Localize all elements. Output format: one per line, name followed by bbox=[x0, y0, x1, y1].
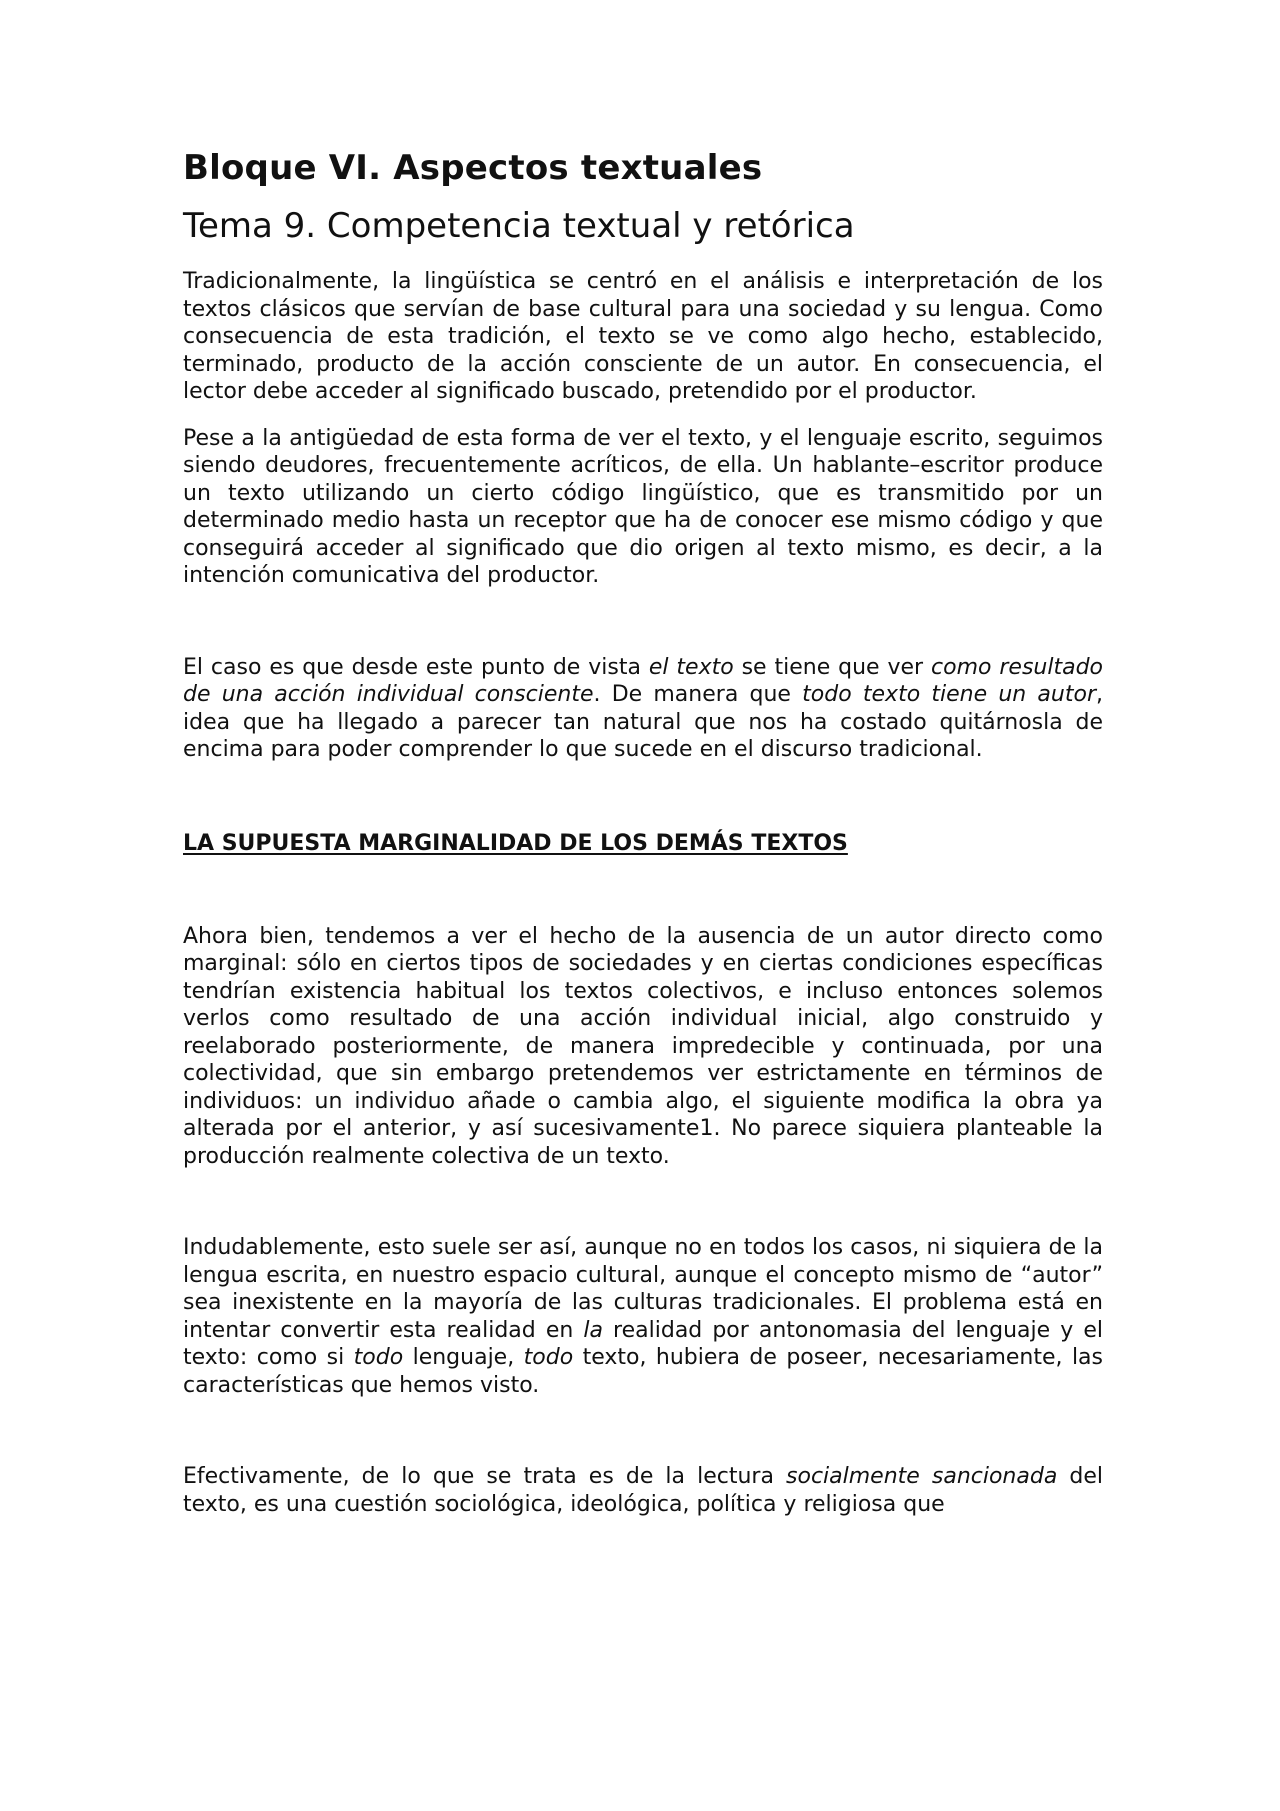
paragraph-5-text-1: Indudablemente, esto suele ser así, aunque no en todos los casos, ni siquiera de la lengua escrita, en nuestro espacio cultural, aunque el concepto mismo de “autor” sea inexistente en la mayoría de las culturas tradicionales. El problema está en intentar convertir esta realidad en bbox=[183, 1235, 1103, 1343]
paragraph-6-text-2: del texto, es una cuestión sociológica, ideológica, política y religiosa que bbox=[183, 1464, 1103, 1517]
paragraph-5-text-4: texto, hubiera de poseer, necesariamente, las características que hemos visto. bbox=[183, 1345, 1104, 1398]
block-title: Bloque VI. Aspectos textuales bbox=[183, 148, 763, 188]
paragraph-3-italic-1: el texto bbox=[648, 654, 734, 680]
paragraph-5 bbox=[183, 1234, 1103, 1399]
paragraph-6-italic-1: socialmente sancionada bbox=[786, 1464, 1058, 1489]
paragraph-1: Tradicionalmente, la lingüística se centró en el análisis e interpretación de los textos clásicos que servían de base cultural para una sociedad y su lengua. Como consecuencia de esta tradición, el texto se ve como algo hecho, establecido, terminado, producto de la acción consciente de un autor. En consecuencia, el lector debe acceder al significado buscado, pretendido por el productor. bbox=[183, 269, 1103, 404]
paragraph-2: Pese a la antigüedad de esta forma de ver el texto, y el lenguaje escrito, seguimos siendo deudores, frecuentemente acríticos, de ella. Un hablante–escritor produce un texto utilizando un cierto código lingüístico, que es transmitido por un determinado medio hasta un receptor que ha de conocer ese mismo código y que conseguirá acceder al significado que dio origen al texto mismo, es decir, a la intención comunicativa del productor. bbox=[183, 425, 1103, 588]
paragraph-5-italic-3: todo bbox=[523, 1345, 574, 1370]
paragraph-3-text-2: se tiene que ver bbox=[733, 654, 932, 680]
paragraph-3-text-4: , idea que ha llegado a parecer tan natural que nos ha costado quitárnosla de encima para poder comprender lo que sucede en el discurso tradicional. bbox=[183, 682, 1103, 762]
paragraph-6 bbox=[183, 1463, 1103, 1518]
paragraph-5-italic-2: todo bbox=[353, 1345, 404, 1370]
paragraph-3 bbox=[183, 654, 1103, 764]
paragraph-4: Ahora bien, tendemos a ver el hecho de la ausencia de un autor directo como marginal: sólo en ciertos tipos de sociedades y en ciertas condiciones específicas tendrían existencia habitual los textos colectivos, e incluso entonces solemos verlos como resultado de una acción individual inicial, algo construido y reelaborado posteriormente, de manera impredecible y continuada, por una colectividad, que sin embargo pretendemos ver estrictamente en términos de individuos: un individuo añade o cambia algo, el siguiente modifica la obra ya alterada por el anterior, y así sucesivamente1. No parece siquiera planteable la producción realmente colectiva de un texto. bbox=[183, 923, 1103, 1169]
paragraph-5-text-2: realidad por antonomasia del lenguaje y el texto: como si bbox=[183, 1317, 1103, 1370]
paragraph-6-text-1: Efectivamente, de lo que se trata es de la lectura bbox=[183, 1464, 787, 1489]
paragraph-3-italic-2: como resultado de una acción individual consciente bbox=[183, 654, 1103, 707]
paragraph-3-italic-3: todo texto tiene un autor bbox=[802, 682, 1096, 707]
paragraph-5-text-3: lenguaje, bbox=[403, 1345, 524, 1370]
paragraph-5-italic-1: la bbox=[583, 1317, 603, 1343]
document-page bbox=[183, 148, 1103, 1518]
paragraph-3-text-1: El caso es que desde este punto de vista bbox=[183, 654, 649, 680]
topic-title: Tema 9. Competencia textual y retórica bbox=[183, 206, 855, 246]
paragraph-3-text-3: . De manera que bbox=[593, 682, 803, 707]
section-heading: LA SUPUESTA MARGINALIDAD DE LOS DEMÁS TEXTOS bbox=[183, 830, 848, 856]
